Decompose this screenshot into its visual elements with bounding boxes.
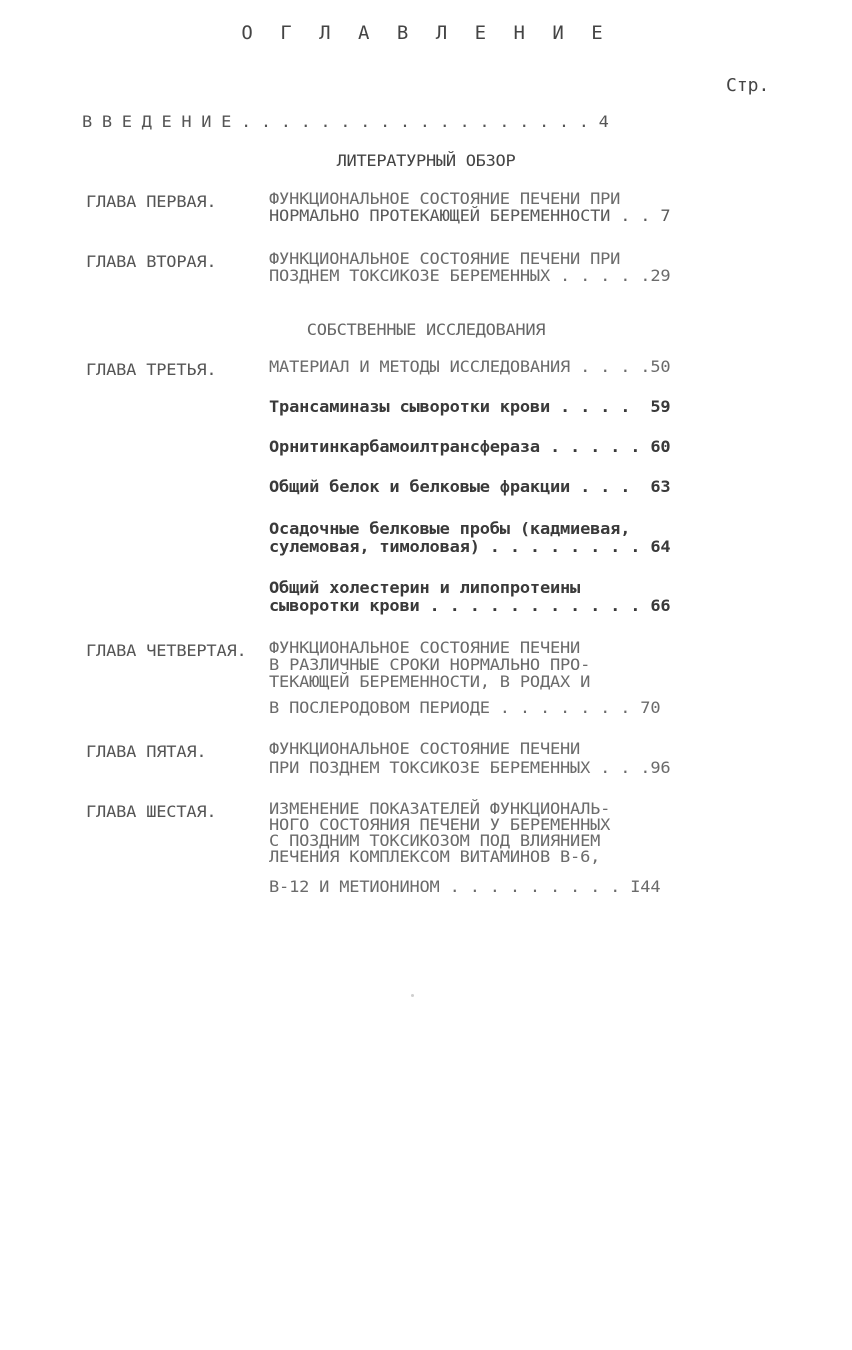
chapter-4-title-line: В РАЗЛИЧНЫЕ СРОКИ НОРМАЛЬНО ПРО- — [269, 656, 591, 675]
chapter-5-title-line: ФУНКЦИОНАЛЬНОЕ СОСТОЯНИЕ ПЕЧЕНИ — [269, 740, 581, 759]
chapter-6-title-line: В-12 И МЕТИОНИНОМ . . . . . . . . . I44 — [269, 878, 661, 897]
chapter-4-label: ГЛАВА ЧЕТВЕРТАЯ. — [86, 642, 247, 661]
chapter-3-subsection: Трансаминазы сыворотки крови . . . . 59 — [269, 398, 671, 417]
page-title: О Г Л А В Л Е Н И Е — [241, 22, 611, 44]
chapter-3-subsection: Общий холестерин и липопротеины — [269, 579, 581, 598]
chapter-3-subsection: Общий белок и белковые фракции . . . 63 — [269, 478, 671, 497]
chapter-6-label: ГЛАВА ШЕСТАЯ. — [86, 803, 217, 822]
chapter-3-subsection: Осадочные белковые пробы (кадмиевая, — [269, 520, 631, 539]
scan-speck — [411, 994, 414, 997]
chapter-4-title-line: ФУНКЦИОНАЛЬНОЕ СОСТОЯНИЕ ПЕЧЕНИ — [269, 639, 581, 658]
chapter-3-subsection: сыворотки крови . . . . . . . . . . . 66 — [269, 597, 671, 616]
chapter-6-title-line: ИЗМЕНЕНИЕ ПОКАЗАТЕЛЕЙ ФУНКЦИОНАЛЬ- — [269, 800, 611, 819]
chapter-5-label: ГЛАВА ПЯТАЯ. — [86, 743, 207, 762]
chapter-5-title-line: ПРИ ПОЗДНЕМ ТОКСИКОЗЕ БЕРЕМЕННЫХ . . .96 — [269, 759, 671, 778]
chapter-1-title-line: НОРМАЛЬНО ПРОТЕКАЮЩЕЙ БЕРЕМЕННОСТИ . . 7 — [269, 207, 671, 226]
chapter-4-title-line: В ПОСЛЕРОДОВОМ ПЕРИОДЕ . . . . . . . 70 — [269, 699, 661, 718]
chapter-1-label: ГЛАВА ПЕРВАЯ. — [86, 193, 217, 212]
chapter-6-title-line: НОГО СОСТОЯНИЯ ПЕЧЕНИ У БЕРЕМЕННЫХ — [269, 816, 611, 835]
chapter-1-title-line: ФУНКЦИОНАЛЬНОЕ СОСТОЯНИЕ ПЕЧЕНИ ПРИ — [269, 190, 621, 209]
chapter-3-title-line: МАТЕРИАЛ И МЕТОДЫ ИССЛЕДОВАНИЯ . . . .50 — [269, 358, 671, 377]
chapter-3-label: ГЛАВА ТРЕТЬЯ. — [86, 361, 217, 380]
chapter-2-title-line: ПОЗДНЕМ ТОКСИКОЗЕ БЕРЕМЕННЫХ . . . . .29 — [269, 267, 671, 286]
toc-entry-intro: В В Е Д Е Н И Е . . . . . . . . . . . . . . . . . . 4 — [82, 113, 609, 132]
chapter-3-subsection: Орнитинкарбамоилтрансфераза . . . . . 60 — [269, 438, 671, 457]
chapter-3-subsection: сулемовая, тимоловая) . . . . . . . . 64 — [269, 538, 671, 557]
section-heading-own-research: СОБСТВЕННЫЕ ИССЛЕДОВАНИЯ — [306, 321, 546, 340]
chapter-6-title-line: ЛЕЧЕНИЯ КОМПЛЕКСОМ ВИТАМИНОВ В-6, — [269, 848, 601, 867]
chapter-2-label: ГЛАВА ВТОРАЯ. — [86, 253, 217, 272]
section-heading-literature: ЛИТЕРАТУРНЫЙ ОБЗОР — [336, 152, 516, 171]
chapter-2-title-line: ФУНКЦИОНАЛЬНОЕ СОСТОЯНИЕ ПЕЧЕНИ ПРИ — [269, 250, 621, 269]
page-column-label: Стр. — [726, 75, 770, 96]
chapter-6-title-line: С ПОЗДНИМ ТОКСИКОЗОМ ПОД ВЛИЯНИЕМ — [269, 832, 601, 851]
chapter-4-title-line: ТЕКАЮЩЕЙ БЕРЕМЕННОСТИ, В РОДАХ И — [269, 673, 591, 692]
